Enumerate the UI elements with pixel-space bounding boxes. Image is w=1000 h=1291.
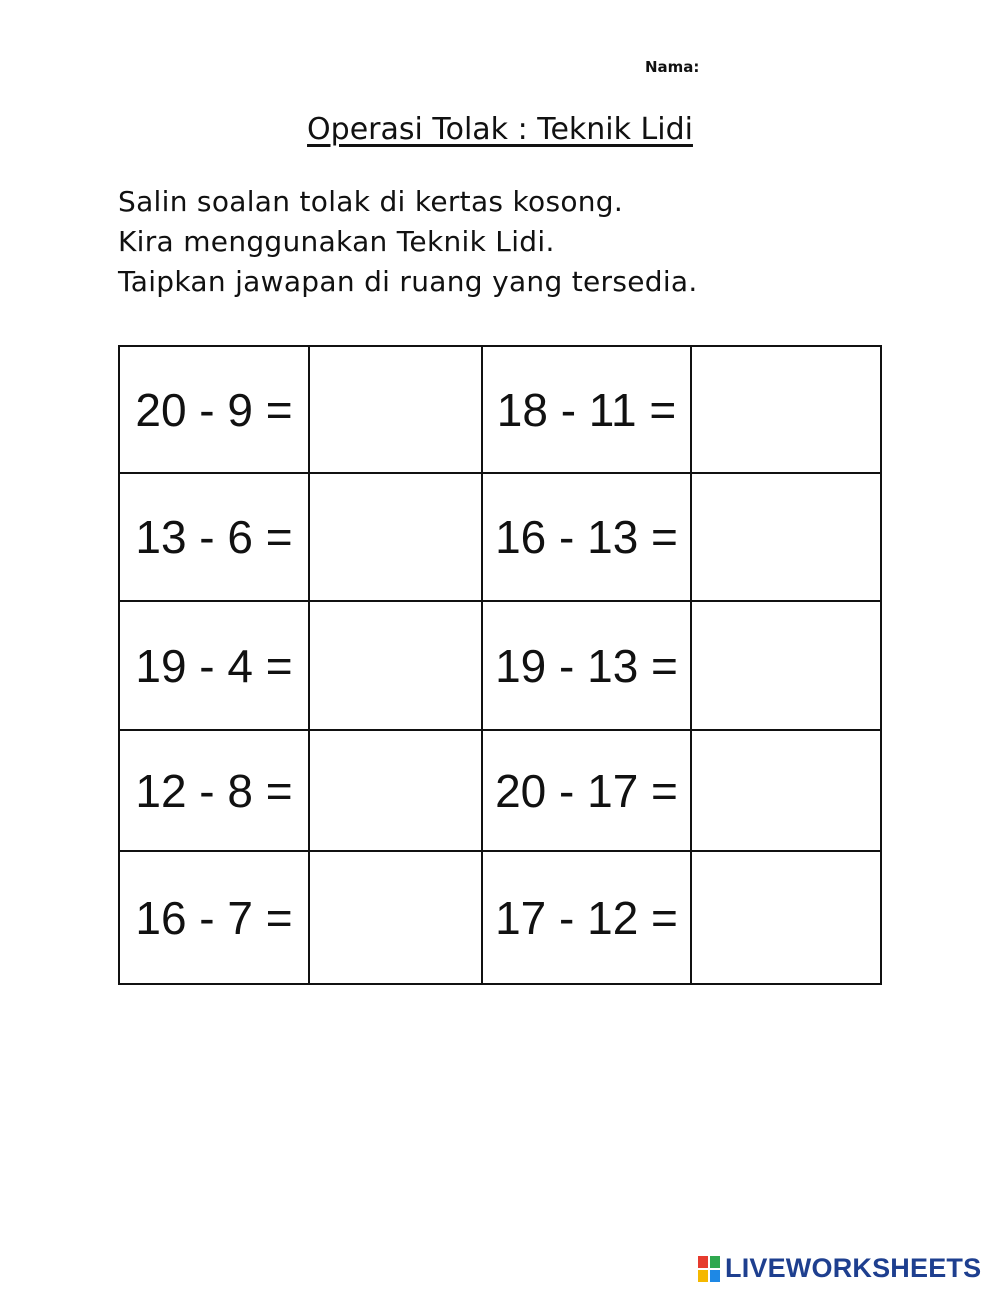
answer-input[interactable] [310,765,481,817]
answer-cell[interactable] [309,851,482,984]
question-row [119,346,881,473]
question-cell: 19 - 4 = [119,601,309,730]
question-row [119,851,881,984]
answer-input[interactable] [692,892,880,944]
question-row [119,601,881,730]
question-cell: 16 - 7 = [119,851,309,984]
answer-cell[interactable] [691,346,881,473]
answer-cell[interactable] [309,730,482,851]
answer-cell[interactable] [691,473,881,601]
answer-input[interactable] [692,765,880,817]
page-title: Operasi Tolak : Teknik Lidi [307,112,693,147]
answer-input[interactable] [310,892,481,944]
question-cell: 16 - 13 = [482,473,691,601]
answer-cell[interactable] [691,601,881,730]
instructions [118,182,698,302]
answer-input[interactable] [692,640,880,692]
instruction-line: Salin soalan tolak di kertas kosong. [118,185,624,218]
question-cell: 12 - 8 = [119,730,309,851]
question-cell: 18 - 11 = [482,346,691,473]
question-cell: 13 - 6 = [119,473,309,601]
answer-cell[interactable] [691,851,881,984]
instruction-line: Taipkan jawapan di ruang yang tersedia. [118,265,698,298]
question-cell: 20 - 17 = [482,730,691,851]
question-row [119,730,881,851]
question-grid [118,345,882,985]
instruction-line: Kira menggunakan Teknik Lidi. [118,225,555,258]
answer-input[interactable] [310,384,481,436]
answer-input[interactable] [310,511,481,563]
question-cell: 19 - 13 = [482,601,691,730]
question-cell: 17 - 12 = [482,851,691,984]
answer-cell[interactable] [309,473,482,601]
answer-cell[interactable] [309,346,482,473]
footer-brand [697,1253,981,1284]
answer-cell[interactable] [309,601,482,730]
name-label: Nama: [645,58,700,76]
brand-text: LIVEWORKSHEETS [725,1253,982,1283]
answer-input[interactable] [310,640,481,692]
liveworksheets-logo-icon [697,1255,721,1283]
answer-input[interactable] [692,511,880,563]
answer-input[interactable] [692,384,880,436]
question-row [119,473,881,601]
question-cell: 20 - 9 = [119,346,309,473]
answer-cell[interactable] [691,730,881,851]
